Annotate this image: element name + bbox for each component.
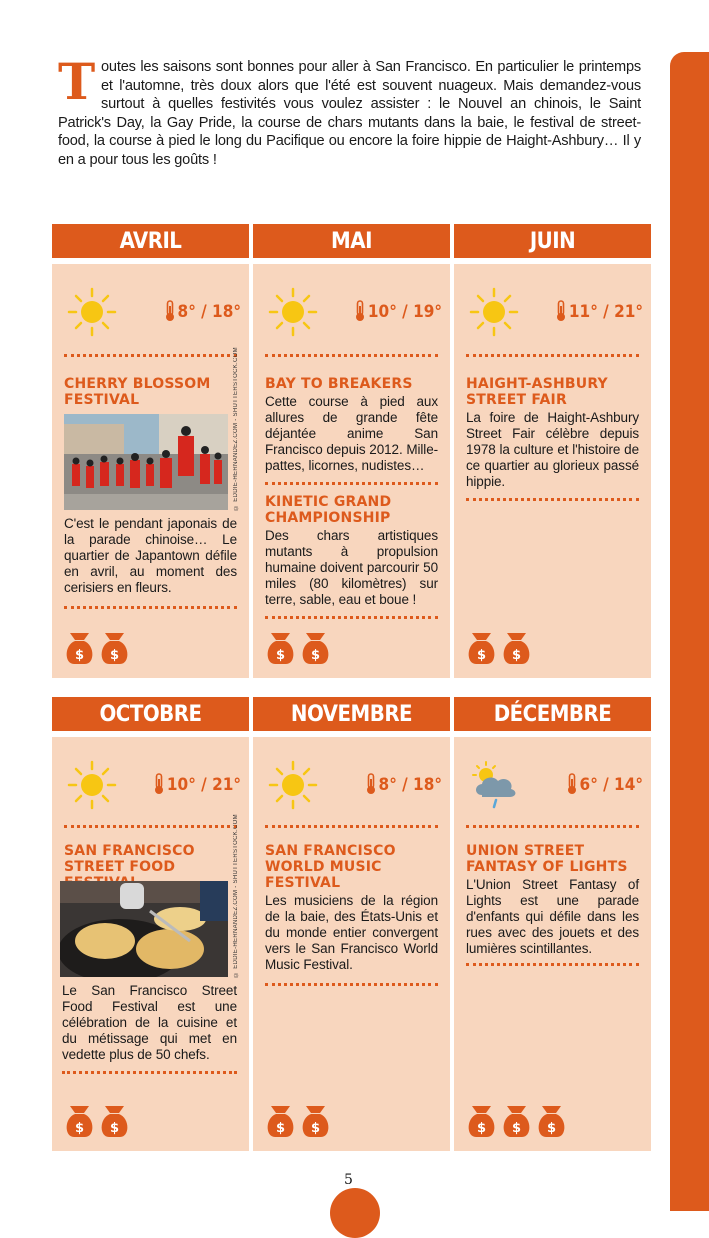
price-indicator	[64, 1103, 130, 1139]
sun-icon	[468, 286, 520, 338]
money-bag-icon	[501, 1103, 532, 1139]
price-indicator	[466, 1103, 567, 1139]
svg-text:$: $	[476, 1121, 487, 1136]
divider	[265, 354, 438, 357]
food-photo	[60, 881, 228, 977]
month-header: NOVEMBRE	[253, 697, 450, 731]
intro-text: outes les saisons sont bonnes pour aller à San Francisco. En particulier le printemps et l'automne, très doux alors que l'été est souvent nuageux. Mais demandez-vous surtout à quelles festivités vous voulez assister : le Nouvel an chinois, le Saint Patrick's Day, la Gay Pride, la course de chars mutants dans la baie, le festival de street-food, la course à pied le long du Pacifique ou encore la foire hippie de Haight-Ashbury… Il y en a pour tous les goûts !	[58, 59, 641, 168]
divider	[466, 963, 639, 966]
month-header: AVRIL	[52, 224, 249, 258]
price-indicator	[466, 630, 532, 666]
temperature-value: 10° / 19°	[367, 302, 442, 322]
page-number: 5	[344, 1172, 353, 1188]
money-bag-icon	[466, 1103, 497, 1139]
event-title: CHERRY BLOSSOM FESTIVAL	[64, 376, 211, 408]
money-bag-icon	[300, 1103, 331, 1139]
event-description: Cette course à pied aux allures de grande fête déjantée anime San Francisco depuis 2012. Mille-pattes, licornes, nudistes…	[265, 394, 438, 473]
event-title: KINETIC GRAND CHAMPIONSHIP	[265, 494, 392, 526]
temperature	[566, 773, 643, 795]
svg-text:$: $	[275, 1121, 286, 1136]
divider	[64, 606, 237, 609]
month-card	[253, 737, 450, 1151]
svg-text:$: $	[109, 1121, 120, 1136]
month-card	[454, 737, 651, 1151]
month-column-juin	[454, 224, 651, 678]
sun-icon	[66, 759, 118, 811]
month-card	[52, 264, 249, 678]
month-card	[52, 737, 249, 1151]
svg-text:$: $	[511, 648, 522, 663]
svg-text:$: $	[74, 648, 85, 663]
month-card	[253, 264, 450, 678]
month-column-octobre	[52, 697, 249, 1151]
thermometer-icon	[354, 300, 366, 322]
month-column-mai	[253, 224, 450, 678]
month-column-novembre	[253, 697, 450, 1151]
divider	[466, 498, 639, 501]
svg-text:$: $	[109, 648, 120, 663]
event-title: BAY TO BREAKERS	[265, 376, 413, 392]
photo-credit: © EDDIE-HERNANDEZ.COM - SHUTTERSTOCK.COM	[233, 347, 239, 510]
parade-photo	[64, 414, 228, 510]
month-header: JUIN	[454, 224, 651, 258]
money-bag-icon	[265, 630, 296, 666]
money-bag-icon	[99, 1103, 130, 1139]
side-tab	[670, 52, 709, 1211]
temperature	[164, 300, 241, 322]
temperature-value: 11° / 21°	[568, 302, 643, 322]
divider	[265, 616, 438, 619]
money-bag-icon	[300, 630, 331, 666]
price-indicator	[265, 630, 331, 666]
event-title: UNION STREET FANTASY OF LIGHTS	[466, 843, 628, 875]
divider	[62, 1071, 237, 1074]
svg-text:$: $	[310, 1121, 321, 1136]
money-bag-icon	[64, 630, 95, 666]
temperature-value: 8° / 18°	[177, 302, 241, 322]
svg-text:$: $	[74, 1121, 85, 1136]
thermometer-icon	[555, 300, 567, 322]
intro-paragraph	[58, 52, 641, 170]
thermometer-icon	[164, 300, 176, 322]
temperature	[555, 300, 643, 322]
price-indicator	[265, 1103, 331, 1139]
sun-icon	[66, 286, 118, 338]
money-bag-icon	[536, 1103, 567, 1139]
month-header: MAI	[253, 224, 450, 258]
event-title: HAIGHT-ASHBURY STREET FAIR	[466, 376, 608, 408]
thermometer-icon	[365, 773, 377, 795]
divider	[265, 983, 438, 986]
divider	[265, 825, 438, 828]
event-description: La foire de Haight-Ashbury Street Fair célèbre depuis 1978 la culture et l'histoire de ce quartier au glorieux passé hippie.	[466, 410, 639, 489]
month-header: DÉCEMBRE	[454, 697, 651, 731]
divider	[466, 825, 639, 828]
divider	[265, 482, 438, 485]
month-column-decembre	[454, 697, 651, 1151]
cloud-rain-icon	[468, 759, 520, 811]
temperature	[354, 300, 442, 322]
thermometer-icon	[566, 773, 578, 795]
divider	[64, 354, 237, 357]
price-indicator	[64, 630, 130, 666]
month-card	[454, 264, 651, 678]
sun-icon	[267, 759, 319, 811]
money-bag-icon	[99, 630, 130, 666]
sun-icon	[267, 286, 319, 338]
temperature	[365, 773, 442, 795]
svg-text:$: $	[275, 648, 286, 663]
money-bag-icon	[64, 1103, 95, 1139]
event-title: SAN FRANCISCO STREET FOOD	[64, 843, 195, 875]
svg-text:$: $	[310, 648, 321, 663]
thermometer-icon	[153, 773, 165, 795]
money-bag-icon	[501, 630, 532, 666]
month-column-avril	[52, 224, 249, 678]
event-description: Le San Francisco Street Food Festival est une célébration de la cuisine et du métissage qui met en vedette plus de 50 chefs.	[62, 983, 237, 1062]
event-description: Les musiciens de la région de la baie, des États-Unis et du monde entier convergent vers le San Francisco World Music Festival.	[265, 893, 438, 972]
temperature	[153, 773, 241, 795]
divider	[64, 825, 237, 828]
svg-text:$: $	[476, 648, 487, 663]
temperature-value: 8° / 18°	[378, 775, 442, 795]
divider	[466, 354, 639, 357]
temperature-value: 6° / 14°	[579, 775, 643, 795]
svg-text:$: $	[511, 1121, 522, 1136]
photo-credit: © EDDIE-HERNANDEZ.COM - SHUTTERSTOCK.COM	[233, 814, 239, 977]
event-description: L'Union Street Fantasy of Lights est une parade d'enfants qui défile dans les rues avec des jouets et des lumières scintillantes.	[466, 877, 639, 956]
page-marker	[330, 1188, 380, 1238]
temperature-value: 10° / 21°	[166, 775, 241, 795]
event-description: Des chars artistiques mutants à propulsion humaine doivent parcourir 50 miles (80 kilomètres) sur terre, sable, eau et boue !	[265, 528, 438, 607]
money-bag-icon	[466, 630, 497, 666]
event-title: SAN FRANCISCO WORLD MUSIC FESTIVAL	[265, 843, 396, 891]
svg-text:$: $	[546, 1121, 557, 1136]
month-header: OCTOBRE	[52, 697, 249, 731]
money-bag-icon	[265, 1103, 296, 1139]
event-description: C'est le pendant japonais de la parade chinoise… Le quartier de Japantown défile en avril, au moment des cerisiers en fleurs.	[64, 516, 237, 595]
drop-cap: T	[58, 52, 96, 111]
